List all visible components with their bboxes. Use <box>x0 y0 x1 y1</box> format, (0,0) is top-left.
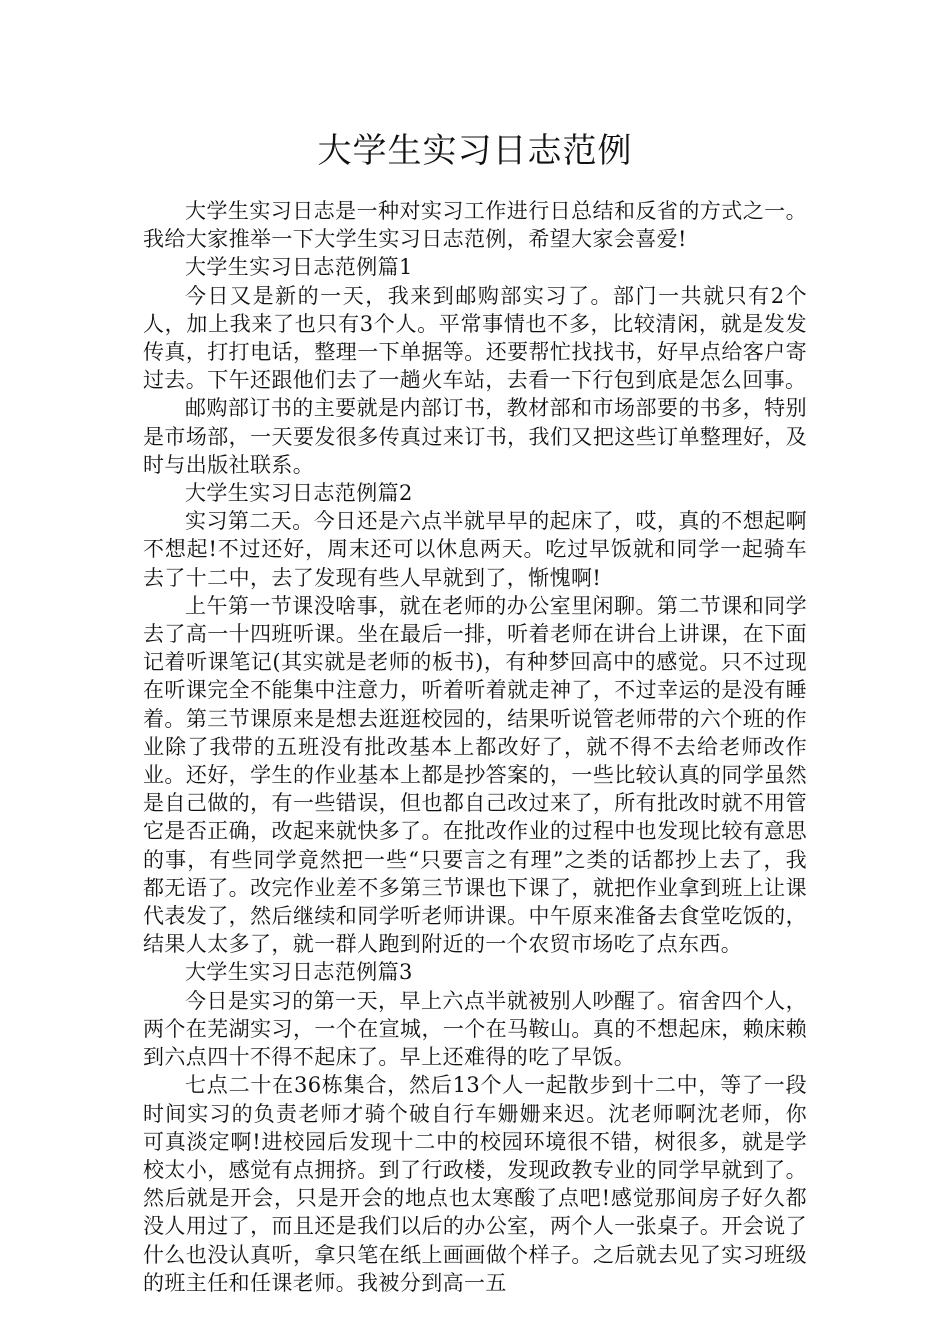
document-title: 大学生实习日志范例 <box>317 131 633 171</box>
body-paragraph: 上午第一节课没啥事，就在老师的办公室里闲聊。第二节课和同学去了高一十四班听课。坐在最后一排，听着老师在讲台上讲课，在下面记着听课笔记(其实就是老师的板书)，有种梦回高中的感觉。只不过现在听课完全不能集中注意力，听着听着就走神了，不过幸运的是没有睡着。第三节课原来是想去逛逛校园的，结果听说管老师带的六个班的作业除了我带的五班没有批改基本上都改好了，就不得不去给老师改作业。还好，学生的作业基本上都是抄答案的，一些比较认真的同学虽然是自己做的，有一些错误，但也都自己改过来了，所有批改时就不用管它是否正确，改起来就快多了。在批改作业的过程中也发现比较有意思的事，有些同学竟然把一些“只要言之有理”之类的话都抄上去了，我都无语了。改完作业差不多第三节课也下课了，就把作业拿到班上让课代表发了，然后继续和同学听老师讲课。中午原来准备去食堂吃饭的，结果人太多了，就一群人跑到附近的一个农贸市场吃了点东西。 <box>143 593 807 957</box>
section-heading: 大学生实习日志范例篇1 <box>185 255 413 280</box>
body-paragraph: 实习第二天。今日还是六点半就早早的起床了，哎，真的不想起啊不想起!不过还好，周末还可以休息两天。吃过早饭就和同学一起骑车去了十二中，去了发现有些人早就到了，惭愧啊! <box>143 509 807 590</box>
section-heading: 大学生实习日志范例篇3 <box>185 960 413 985</box>
section-heading: 大学生实习日志范例篇2 <box>185 481 413 506</box>
body-paragraph: 今日是实习的第一天，早上六点半就被别人吵醒了。宿舍四个人，两个在芜湖实习，一个在宣城，一个在马鞍山。真的不想起床，赖床赖到六点四十不得不起床了。早上还难得的吃了早饭。 <box>143 988 807 1070</box>
body-paragraph: 七点二十在36栋集合，然后13个人一起散步到十二中，等了一段时间实习的负责老师才骑个破自行车姗姗来迟。沈老师啊沈老师，你 可真淡定啊!进校园后发现十二中的校园环境很不错，树很多，就是学校太小，感觉有点拥挤。到了行政楼，发现政教专业的同学早就到了。然后就是开会，只是开会的地点也太寒酸了点吧!感觉那间房子好久都没人用过了，而且还是我们以后的办公室，两个人一张桌子。开会说了什么也没认真听，拿只笔在纸上画画做个样子。之后就去见了实习班级的班主任和任课老师。我被分到高一五 <box>143 1073 807 1295</box>
body-paragraph: 邮购部订书的主要就是内部订书，教材部和市场部要的书多，特别是市场部，一天要发很多传真过来订书，我们又把这些订单整理好，及时与出版社联系。 <box>143 396 807 477</box>
body-paragraph: 今日又是新的一天，我来到邮购部实习了。部门一共就只有2个人，加上我来了也只有3个人。平常事情也不多，比较清闲，就是发发传真，打打电话，整理一下单据等。还要帮忙找找书，好早点给客户寄过去。下午还跟他们去了一趟火车站，去看一下行包到底是怎么回事。 <box>143 283 807 393</box>
body-paragraph: 大学生实习日志是一种对实习工作进行日总结和反省的方式之一。我给大家推举一下大学生实习日志范例，希望大家会喜爱! <box>143 199 807 252</box>
document-body <box>143 197 807 1297</box>
